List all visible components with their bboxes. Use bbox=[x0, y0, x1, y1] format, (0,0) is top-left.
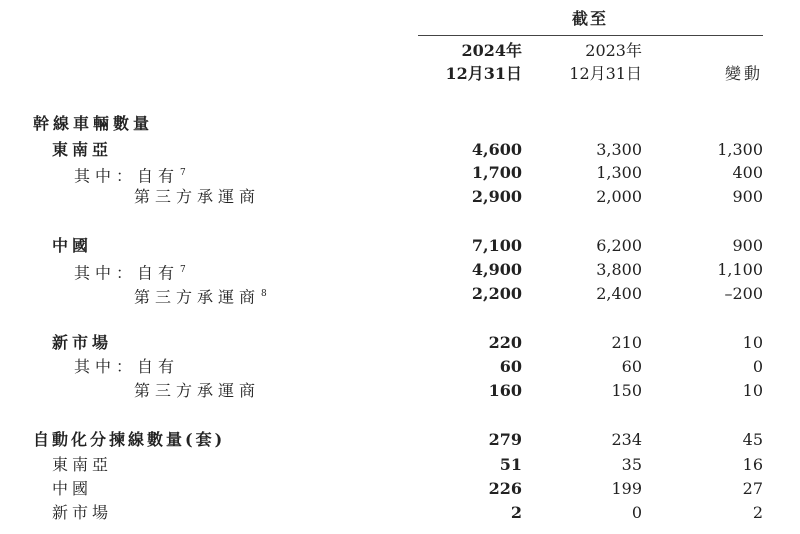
cell-china-third-change: –200 bbox=[724, 284, 763, 303]
cell-china-third-2024: 2,200 bbox=[471, 284, 522, 303]
cell-nm-third-2024: 160 bbox=[488, 381, 522, 400]
header-as-at: 截至 bbox=[572, 9, 609, 28]
cell-sorter-sea-2024: 51 bbox=[499, 455, 522, 474]
cell-nm-own-2024: 60 bbox=[499, 357, 522, 376]
row-label-nm-own: 其中：自有 bbox=[74, 357, 180, 376]
cell-nm-2024: 220 bbox=[488, 333, 522, 352]
row-label-sea-third: 第三方承運商 bbox=[134, 187, 261, 206]
footnote-mark: 7 bbox=[180, 168, 186, 178]
row-label-china: 中國 bbox=[52, 236, 93, 255]
cell-sorter-sea-2023: 35 bbox=[621, 455, 642, 474]
cell-sea-change: 1,300 bbox=[717, 140, 763, 159]
cell-sea-third-2024: 2,900 bbox=[471, 187, 522, 206]
header-rule bbox=[418, 35, 763, 36]
cell-sea-2024: 4,600 bbox=[471, 140, 522, 159]
cell-china-2024: 7,100 bbox=[471, 236, 522, 255]
cell-sorter-china-change: 27 bbox=[742, 479, 763, 498]
header-2023-date: 12月31日 bbox=[569, 64, 642, 83]
row-label-new-markets: 新市場 bbox=[52, 333, 113, 352]
cell-sea-own-change: 400 bbox=[732, 163, 763, 182]
label-text: 第三方承運商 bbox=[134, 287, 261, 307]
cell-sea-own-2024: 1,700 bbox=[471, 163, 522, 182]
cell-china-own-2024: 4,900 bbox=[471, 260, 522, 279]
label-text: 其中：自有 bbox=[74, 166, 180, 186]
cell-sorter-nm-2024: 2 bbox=[510, 503, 522, 522]
row-label-sea: 東南亞 bbox=[52, 140, 113, 159]
cell-sorter-change: 45 bbox=[742, 430, 763, 449]
cell-nm-own-2023: 60 bbox=[621, 357, 642, 376]
header-2024-date: 12月31日 bbox=[445, 64, 522, 83]
row-label-sorter-nm: 新市場 bbox=[52, 503, 113, 522]
cell-nm-change: 10 bbox=[742, 333, 763, 352]
cell-sorter-2024: 279 bbox=[488, 430, 522, 449]
header-2023-year: 2023年 bbox=[585, 41, 642, 60]
header-change: 變動 bbox=[724, 64, 763, 83]
cell-nm-third-change: 10 bbox=[742, 381, 763, 400]
cell-sea-2023: 3,300 bbox=[596, 140, 642, 159]
row-label-sea-own bbox=[74, 163, 186, 186]
row-label-sorter-china: 中國 bbox=[52, 479, 93, 498]
footnote-mark: 7 bbox=[180, 265, 186, 275]
cell-sorter-sea-change: 16 bbox=[742, 455, 763, 474]
cell-sea-third-change: 900 bbox=[732, 187, 763, 206]
row-label-nm-third: 第三方承運商 bbox=[134, 381, 261, 400]
row-label-sorter-sea: 東南亞 bbox=[52, 455, 113, 474]
cell-sorter-china-2023: 199 bbox=[611, 479, 642, 498]
cell-sea-own-2023: 1,300 bbox=[596, 163, 642, 182]
cell-sorter-china-2024: 226 bbox=[488, 479, 522, 498]
cell-nm-own-change: 0 bbox=[752, 357, 763, 376]
cell-china-own-change: 1,100 bbox=[717, 260, 763, 279]
cell-sorter-2023: 234 bbox=[611, 430, 642, 449]
cell-sea-third-2023: 2,000 bbox=[596, 187, 642, 206]
cell-nm-third-2023: 150 bbox=[611, 381, 642, 400]
section-title-sorting-lines: 自動化分揀線數量(套) bbox=[33, 430, 226, 449]
section-title-trunk-vehicles: 幹線車輛數量 bbox=[33, 114, 154, 133]
row-label-china-own bbox=[74, 260, 186, 283]
cell-sorter-nm-change: 2 bbox=[752, 503, 763, 522]
row-label-china-third bbox=[134, 284, 267, 307]
cell-china-own-2023: 3,800 bbox=[596, 260, 642, 279]
cell-sorter-nm-2023: 0 bbox=[631, 503, 642, 522]
cell-china-change: 900 bbox=[732, 236, 763, 255]
cell-nm-2023: 210 bbox=[611, 333, 642, 352]
header-2024-year: 2024年 bbox=[461, 41, 522, 60]
footnote-mark: 8 bbox=[261, 289, 267, 299]
cell-china-2023: 6,200 bbox=[596, 236, 642, 255]
cell-china-third-2023: 2,400 bbox=[596, 284, 642, 303]
label-text: 其中：自有 bbox=[74, 263, 180, 283]
